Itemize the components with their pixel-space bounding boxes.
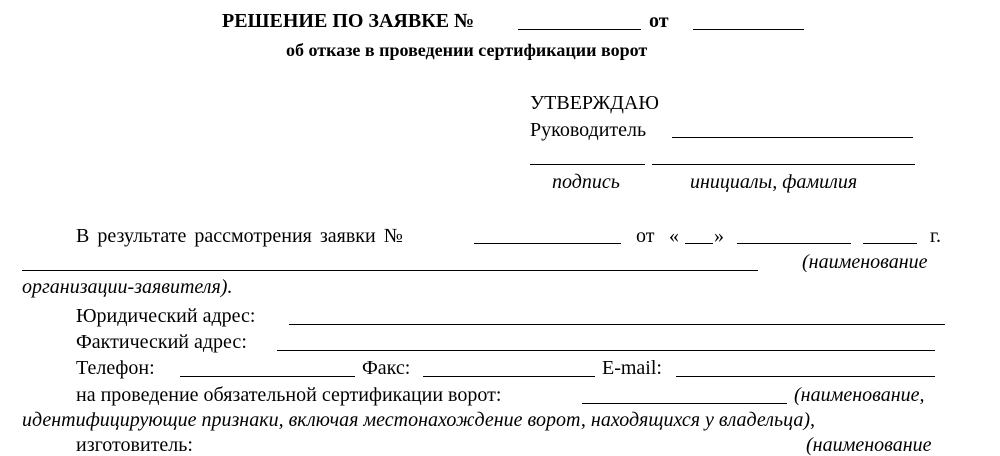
legal-address-label: Юридический адрес: <box>76 305 256 327</box>
manufacturer-caption: (наименование <box>806 434 932 456</box>
name-caption: инициалы, фамилия <box>690 171 858 193</box>
organization-line <box>22 270 758 271</box>
document-title: РЕШЕНИЕ ПО ЗАЯВКЕ № <box>222 10 475 32</box>
head-line <box>672 137 913 138</box>
application-number-line <box>518 29 641 30</box>
quote-open: « <box>669 225 679 247</box>
email-label: E-mail: <box>602 357 662 379</box>
certification-caption-1: (наименование, <box>794 384 925 406</box>
actual-address-label: Фактический адрес: <box>76 331 247 353</box>
title-from-label: от <box>649 10 669 32</box>
signature-line <box>530 164 645 165</box>
fax-label: Факс: <box>362 357 411 379</box>
email-line <box>676 376 935 377</box>
review-from-label: от <box>636 225 655 247</box>
review-intro: В результате рассмотрения заявки № <box>76 225 403 247</box>
document-subtitle: об отказе в проведении сертификации ворот <box>286 40 648 60</box>
certification-line <box>582 403 787 404</box>
review-number-line <box>474 243 621 244</box>
actual-address-line <box>277 350 935 351</box>
month-line <box>737 243 851 244</box>
phone-line <box>180 376 355 377</box>
approve-label: УТВЕРЖДАЮ <box>530 92 659 114</box>
organization-caption-2: организации-заявителя). <box>22 276 233 298</box>
year-line <box>863 243 917 244</box>
day-line <box>685 243 713 244</box>
head-label: Руководитель <box>530 119 647 141</box>
organization-caption-1: (наименование <box>802 251 928 273</box>
manufacturer-label: изготовитель: <box>76 434 193 456</box>
fax-line <box>423 376 595 377</box>
certification-caption-2: идентифицирующие признаки, включая местонахождение ворот, находящихся у владельца), <box>22 409 815 431</box>
certification-label: на проведение обязательной сертификации ворот: <box>76 384 502 406</box>
signature-caption: подпись <box>552 171 620 193</box>
name-line <box>652 164 915 165</box>
year-suffix: г. <box>930 225 941 247</box>
application-date-line <box>693 29 804 30</box>
quote-close: » <box>714 225 724 247</box>
legal-address-line <box>289 324 945 325</box>
phone-label: Телефон: <box>76 357 155 379</box>
